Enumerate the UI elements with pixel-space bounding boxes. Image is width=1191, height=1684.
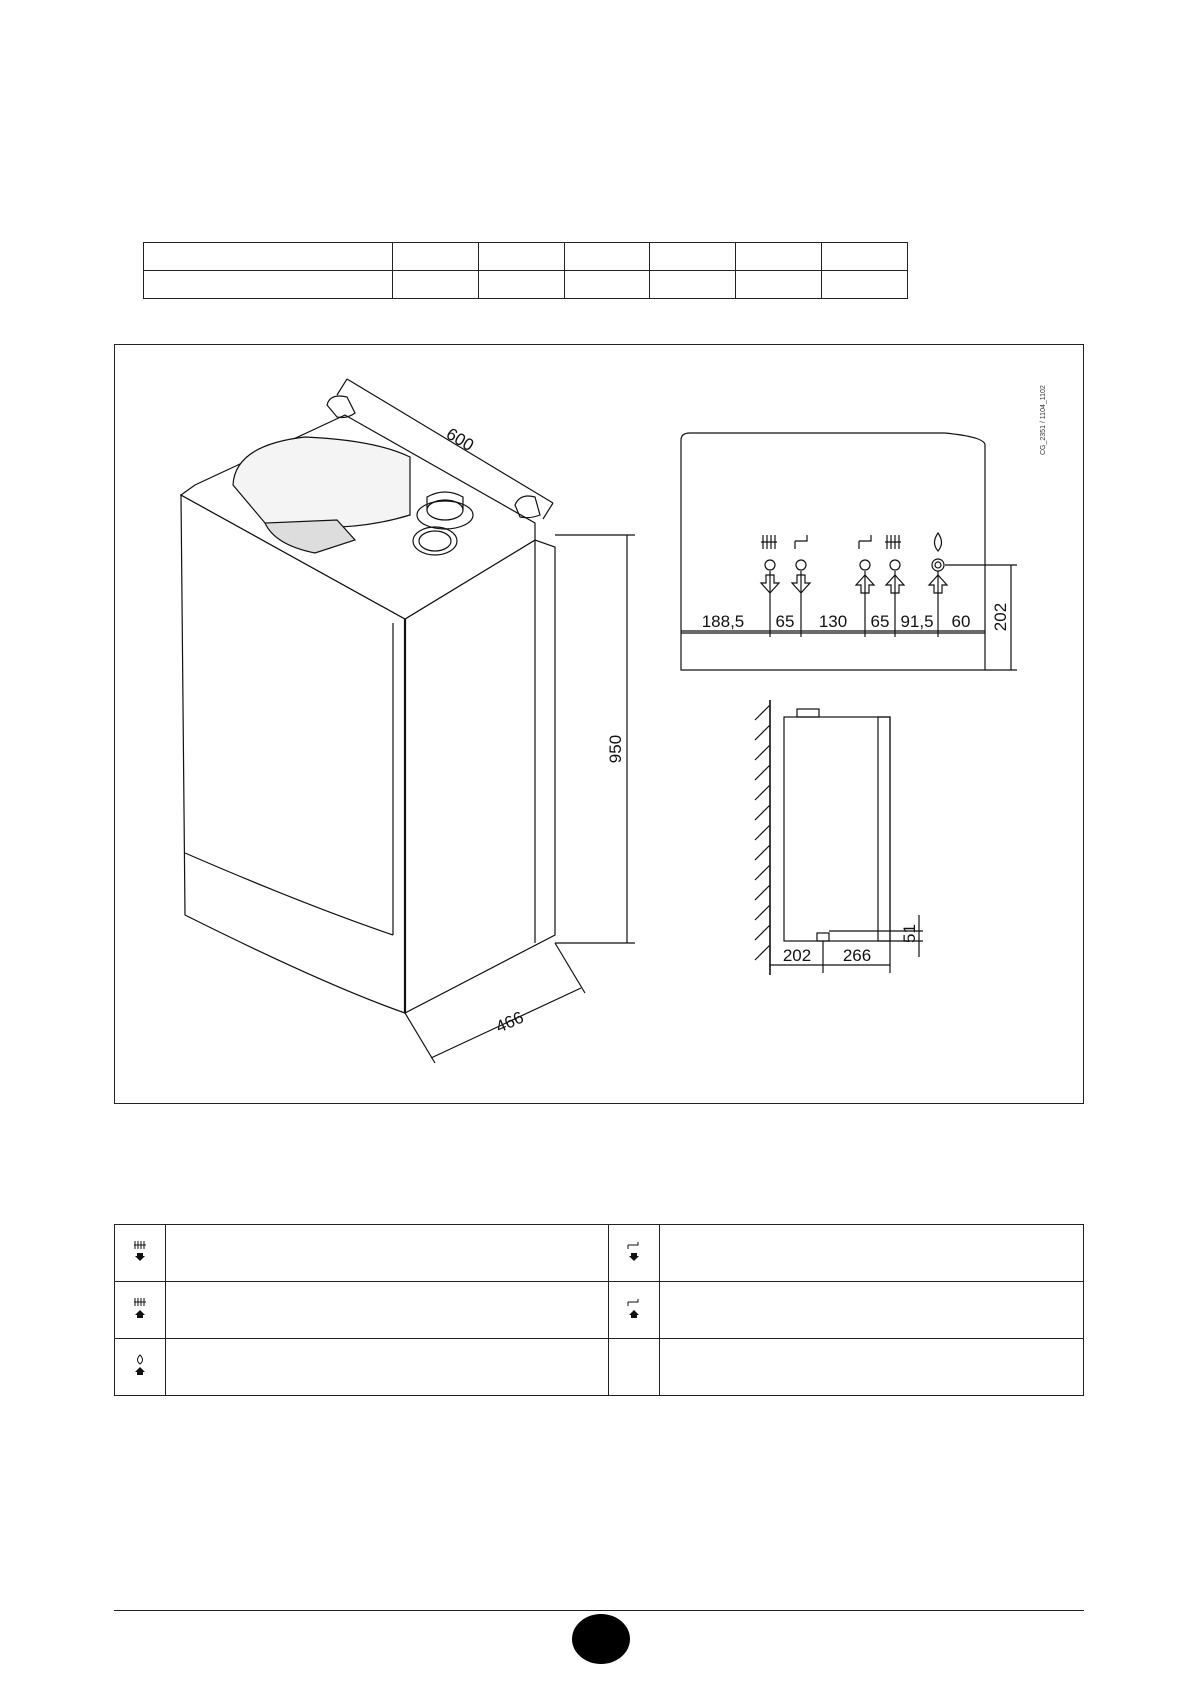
spacing-label: 130	[818, 612, 848, 631]
table-cell	[393, 271, 479, 299]
table-cell	[650, 243, 736, 271]
legend-icon-cell	[609, 1225, 660, 1282]
dim-depth-label: 466	[492, 1007, 527, 1037]
footer-divider	[114, 1610, 1084, 1611]
table-cell	[822, 271, 908, 299]
table-cell	[478, 243, 564, 271]
table-cell	[736, 243, 822, 271]
side-height-label: 51	[900, 924, 919, 943]
table-row	[115, 1225, 1084, 1282]
connections-front-view	[681, 433, 1017, 670]
radiator-inlet-icon	[132, 1297, 148, 1319]
table-row	[115, 1282, 1084, 1339]
legend-icon-cell	[115, 1339, 166, 1396]
legend-text	[166, 1339, 609, 1396]
table-cell	[144, 243, 393, 271]
front-height-label: 202	[991, 602, 1010, 632]
table-cell	[650, 271, 736, 299]
drawing-code: CG_2351 / 1104_1102	[1040, 385, 1047, 455]
table-cell	[393, 243, 479, 271]
legend-text	[660, 1282, 1084, 1339]
table-row	[144, 271, 908, 299]
side-view	[755, 700, 923, 975]
radiator-outlet-icon	[132, 1240, 148, 1262]
table-row	[115, 1339, 1084, 1396]
legend-icon-cell	[609, 1339, 660, 1396]
table-cell	[144, 271, 393, 299]
side-depth-label: 266	[842, 946, 872, 965]
legend-icon-cell	[609, 1282, 660, 1339]
dim-height-label: 950	[606, 734, 625, 764]
table-cell	[564, 243, 650, 271]
tap-outlet-icon	[626, 1240, 642, 1262]
page-number-badge	[572, 1614, 630, 1664]
spacing-label: 188,5	[701, 612, 745, 631]
dim-width-label: 600	[442, 424, 478, 456]
spec-table	[143, 242, 908, 299]
connections-legend	[114, 1224, 1084, 1396]
wall-distance-label: 202	[782, 946, 812, 965]
table-cell	[478, 271, 564, 299]
gas-inlet-icon	[132, 1354, 148, 1376]
table-cell	[564, 271, 650, 299]
legend-icon-cell	[115, 1225, 166, 1282]
table-cell	[736, 271, 822, 299]
spacing-label: 60	[951, 612, 971, 631]
boiler-3d-view	[181, 379, 635, 1063]
table-cell	[822, 243, 908, 271]
drawing-svg	[115, 345, 1085, 1105]
legend-text	[166, 1225, 609, 1282]
spacing-label: 65	[775, 612, 795, 631]
legend-icon-cell	[115, 1282, 166, 1339]
legend-text	[166, 1282, 609, 1339]
dimension-drawing	[114, 344, 1084, 1104]
legend-text	[660, 1225, 1084, 1282]
tap-inlet-icon	[626, 1297, 642, 1319]
legend-text	[660, 1339, 1084, 1396]
spacing-label: 91,5	[900, 612, 934, 631]
table-row	[144, 243, 908, 271]
spacing-label: 65	[870, 612, 890, 631]
